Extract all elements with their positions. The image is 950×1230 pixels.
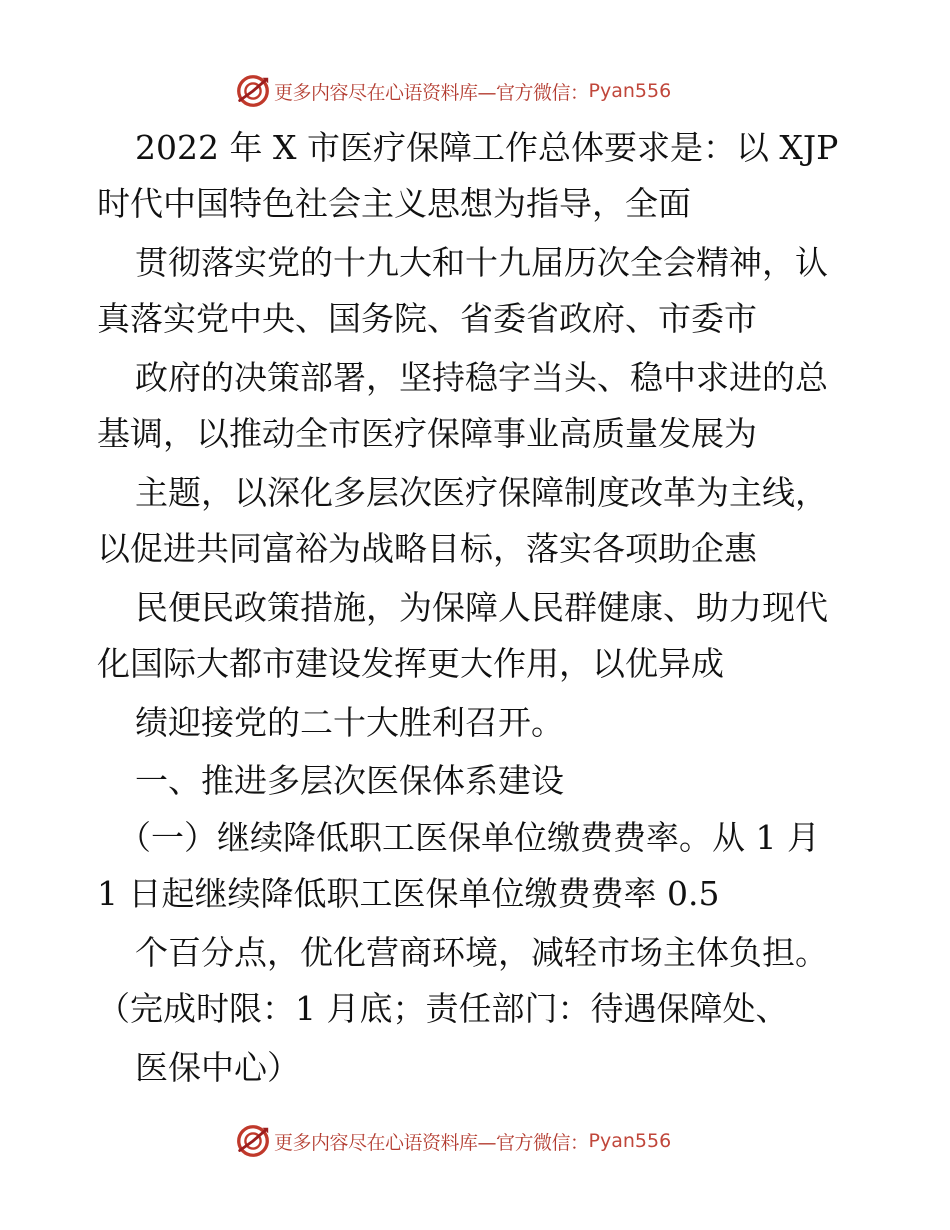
paragraph-line: 主题，以深化多层次医疗保障制度改革为主线， (135, 473, 828, 512)
paragraph-line: 2022 年 X 市医疗保障工作总体要求是：以 XJP (135, 128, 839, 167)
paragraph-line: 贯彻落实党的十九大和十九届历次全会精神，认 (135, 243, 828, 282)
paragraph-line: （完成时限：1 月底；责任部门：待遇保障处、 (97, 989, 789, 1028)
paragraph-line: 时代中国特色社会主义思想为指导，全面 (97, 184, 691, 223)
paragraph-line: （一）继续降低职工医保单位缴费费率。从 1 月 (118, 818, 820, 857)
footer-watermark-banner (234, 1121, 671, 1161)
paragraph-line: 政府的决策部署，坚持稳字当头、稳中求进的总 (135, 358, 828, 397)
paragraph-line: 医保中心） (135, 1048, 300, 1087)
header-watermark-banner (234, 71, 671, 111)
paragraph-line: 以促进共同富裕为战略目标，落实各项助企惠 (97, 529, 757, 568)
header-banner-text: 更多内容尽在心语资料库—官方微信： (274, 81, 589, 104)
brand-logo-icon (234, 1122, 272, 1160)
paragraph-line: 绩迎接党的二十大胜利召开。 (135, 703, 564, 742)
brand-logo-icon (234, 72, 272, 110)
paragraph-line: 民便民政策措施，为保障人民群健康、助力现代 (135, 588, 828, 627)
footer-banner-text: 更多内容尽在心语资料库—官方微信： (274, 1131, 589, 1154)
paragraph-line: 基调，以推动全市医疗保障事业高质量发展为 (97, 414, 757, 453)
paragraph-line: 1 日起继续降低职工医保单位缴费费率 0.5 (97, 874, 720, 913)
paragraph-line: 真落实党中央、国务院、省委省政府、市委市 (97, 299, 757, 338)
footer-banner-wechat-id: Pyan556 (588, 1130, 672, 1152)
paragraph-line: 个百分点，优化营商环境，减轻市场主体负担。 (135, 933, 828, 972)
section-heading: 一、推进多层次医保体系建设 (135, 761, 564, 800)
header-banner-wechat-id: Pyan556 (588, 80, 672, 102)
paragraph-line: 化国际大都市建设发挥更大作用，以优异成 (97, 644, 724, 683)
